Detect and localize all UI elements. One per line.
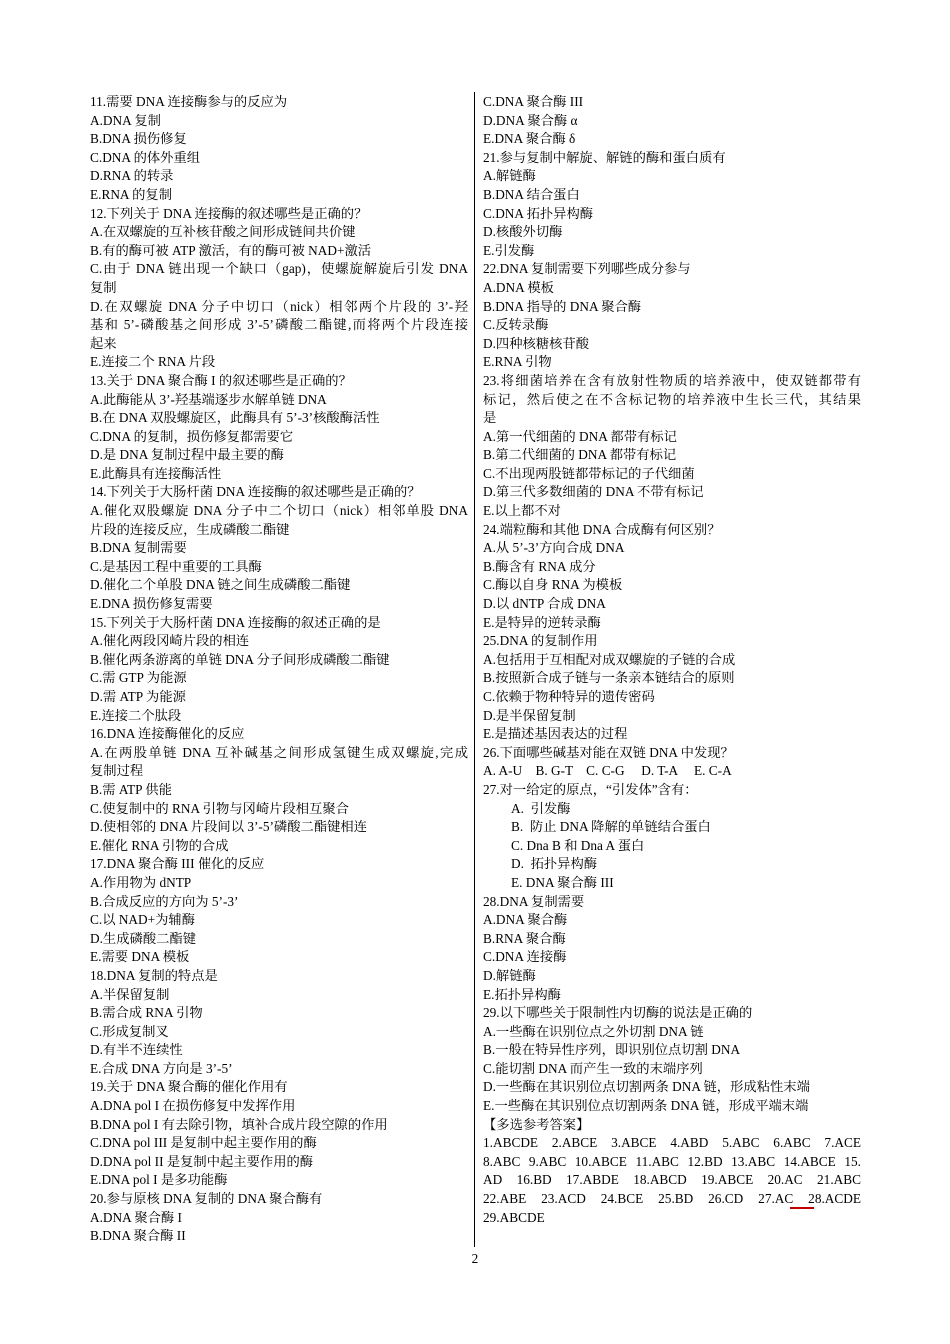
- text-line: A.在双螺旋的互补核苷酸之间形成链间共价键: [90, 224, 356, 240]
- text-line: E.一些酶在其识别位点切割两条 DNA 链，形成平端末端: [483, 1098, 809, 1114]
- text-line: 26.下面哪些碱基对能在双链 DNA 中发现？: [483, 744, 734, 760]
- text-line: E.引发酶: [483, 242, 535, 258]
- text-line: A.一些酶在识别位点之外切割 DNA 链: [483, 1023, 704, 1039]
- text-line: C.DNA 聚合酶 III: [483, 94, 584, 109]
- text-line: B.酶含有 RNA 成分: [483, 558, 596, 574]
- text-line: 片段的连接反应，生成磷酸二酯键: [90, 521, 290, 537]
- text-line: 28.DNA 复制需要: [483, 893, 585, 909]
- text-line: B.合成反应的方向为 5’-3’: [90, 893, 239, 909]
- text-line: A.作用物为 dNTP: [90, 874, 192, 890]
- text-line: D.以 dNTP 合成 DNA: [483, 596, 606, 612]
- text-line: E.DNA 损伤修复需要: [90, 596, 213, 612]
- text-line: 25.DNA 的复制作用: [483, 633, 598, 649]
- text-line: A. 引发酶: [511, 800, 571, 816]
- text-line: D.核酸外切酶: [483, 224, 563, 240]
- text-line: E.拓扑异构酶: [483, 986, 561, 1002]
- text-line: A.DNA pol I 在损伤修复中发挥作用: [90, 1098, 296, 1114]
- text-line: A.第一代细菌的 DNA 都带有标记: [483, 428, 677, 444]
- text-line: 29.以下哪些关于限制性内切酶的说法是正确的: [483, 1005, 753, 1021]
- page-number: 2: [471, 1251, 479, 1266]
- text-line: 12.下列关于 DNA 连接酶的叙述哪些是正确的？: [90, 205, 368, 221]
- text-line: 14.下列关于大肠杆菌 DNA 连接酶的叙述哪些是正确的？: [90, 484, 421, 500]
- text-line: C.能切割 DNA 而产生一致的末端序列: [483, 1060, 703, 1076]
- text-line: 13.关于 DNA 聚合酶 I 的叙述哪些是正确的？: [90, 372, 352, 388]
- text-line: B.需 ATP 供能: [90, 781, 172, 797]
- text-line: A.DNA 复制: [90, 112, 161, 128]
- text-line: E.合成 DNA 方向是 3’-5’: [90, 1060, 233, 1076]
- text-line: D.催化二个单股 DNA 链之间生成磷酸二酯键: [90, 577, 351, 593]
- text-line: E.需要 DNA 模板: [90, 949, 190, 965]
- text-line: D.解链酶: [483, 967, 536, 983]
- text-line: A.DNA 聚合酶 I: [90, 1209, 182, 1225]
- text-line: A.在两股单链 DNA 互补碱基之间形成氢键生成双螺旋,完成: [90, 744, 468, 760]
- text-line: E.是特异的逆转录酶: [483, 614, 601, 630]
- right-column: [483, 93, 861, 1227]
- text-line: 24.端粒酶和其他 DNA 合成酶有何区别？: [483, 521, 721, 537]
- text-line: A.解链酶: [483, 168, 536, 184]
- text-line: 起来: [90, 335, 117, 351]
- text-line: 20.参与原核 DNA 复制的 DNA 聚合酶有: [90, 1191, 323, 1207]
- text-line: D.第三代多数细菌的 DNA 不带有标记: [483, 484, 704, 500]
- text-line: B.DNA 聚合酶 II: [90, 1228, 186, 1244]
- text-line: A.DNA 模板: [483, 279, 554, 295]
- text-line: D.RNA 的转录: [90, 168, 174, 184]
- text-line: C.由于 DNA 链出现一个缺口（gap)，使螺旋解旋后引发 DNA: [90, 261, 468, 277]
- text-line: A.DNA 聚合酶: [483, 912, 568, 928]
- text-line: 15.下列关于大肠杆菌 DNA 连接酶的叙述正确的是: [90, 614, 381, 630]
- text-line: 16.DNA 连接酶催化的反应: [90, 726, 245, 742]
- text-line: E.催化 RNA 引物的合成: [90, 837, 229, 853]
- text-line: 19.关于 DNA 聚合酶的催化作用有: [90, 1079, 288, 1095]
- text-line: B.DNA 损伤修复: [90, 131, 187, 147]
- text-line: A.半保留复制: [90, 986, 170, 1002]
- text-line: C.不出现两股链都带标记的子代细菌: [483, 465, 695, 481]
- text-line: B.需合成 RNA 引物: [90, 1005, 203, 1021]
- text-line: 【多选参考答案】: [483, 1116, 590, 1132]
- text-line: A.包括用于互相配对成双螺旋的子链的合成: [483, 651, 736, 667]
- text-line: 21.参与复制中解旋、解链的酶和蛋白质有: [483, 149, 726, 165]
- text-line: C.使复制中的 RNA 引物与冈崎片段相互聚合: [90, 800, 349, 816]
- text-line: C.形成复制叉: [90, 1023, 169, 1039]
- text-line: 8.ABC 9.ABC 10.ABCE 11.ABC 12.BD 13.ABC 14.ABCE 15.: [483, 1153, 861, 1169]
- text-line: E.RNA 的复制: [90, 186, 173, 202]
- text-line: D.有半不连续性: [90, 1042, 183, 1058]
- text-line: D.生成磷酸二酯键: [90, 930, 197, 946]
- text-line: D.在双螺旋 DNA 分子中切口（nick）相邻两个片段的 3’-羟: [90, 298, 468, 314]
- text-line: B.DNA 结合蛋白: [483, 186, 580, 202]
- text-line: 29.ABCDE: [483, 1209, 545, 1225]
- text-line: E. DNA 聚合酶 III: [511, 874, 614, 890]
- text-line: 基和 5’-磷酸基之间形成 3’-5’磷酸二酯键,而将两个片段连接: [90, 317, 468, 333]
- text-line: 18.DNA 复制的特点是: [90, 967, 218, 983]
- text-line: E.连接二个 RNA 片段: [90, 354, 216, 370]
- text-line: D. 拓扑异构酶: [511, 856, 598, 872]
- text-line: A. A-U B. G-T C. C-G D. T-A E. C-A: [483, 763, 732, 779]
- text-line: D.DNA 聚合酶 α: [483, 112, 578, 128]
- text-line: C.反转录酶: [483, 317, 549, 333]
- text-line: B.第二代细菌的 DNA 都带有标记: [483, 447, 677, 463]
- text-line: B.DNA 指导的 DNA 聚合酶: [483, 298, 642, 314]
- text-line: A.催化双股螺旋 DNA 分子中二个切口（nick）相邻单股 DNA: [90, 503, 468, 519]
- text-line: 22.ABE 23.ACD 24.BCE 25.BD 26.CD 27.AC 28.ACDE: [483, 1191, 861, 1207]
- text-line: B. 防止 DNA 降解的单链结合蛋白: [511, 819, 711, 835]
- text-line: 复制: [90, 279, 117, 295]
- text-line: B.一般在特异性序列，即识别位点切割 DNA: [483, 1042, 741, 1058]
- text-line: C.需 GTP 为能源: [90, 670, 187, 686]
- text-line: 22.DNA 复制需要下列哪些成分参与: [483, 261, 691, 277]
- text-line: A.催化两段冈崎片段的相连: [90, 633, 250, 649]
- text-line: E.RNA 引物: [483, 354, 552, 370]
- text-line: C.酶以自身 RNA 为模板: [483, 577, 623, 593]
- text-line: C.DNA pol III 是复制中起主要作用的酶: [90, 1135, 317, 1151]
- text-line: C.以 NAD+为辅酶: [90, 912, 196, 928]
- text-line: C. Dna B 和 Dna A 蛋白: [511, 837, 645, 853]
- text-line: E.DNA 聚合酶 δ: [483, 131, 576, 147]
- text-line: 1.ABCDE 2.ABCE 3.ABCE 4.ABD 5.ABC 6.ABC 7.ACE: [483, 1135, 861, 1151]
- text-line: E.以上都不对: [483, 503, 561, 519]
- text-line: C.DNA 的体外重组: [90, 149, 201, 165]
- text-line: 27.对一给定的原点，“引发体”含有：: [483, 781, 698, 797]
- text-line: E.连接二个肽段: [90, 707, 182, 723]
- text-line: E.是描述基因表达的过程: [483, 726, 628, 742]
- text-line: B.按照新合成子链与一条亲本链结合的原则: [483, 670, 735, 686]
- text-line: 标记，然后使之在不含标记物的培养液中生长三代，其结果: [483, 391, 861, 407]
- text-line: D.DNA pol II 是复制中起主要作用的酶: [90, 1153, 314, 1169]
- text-line: C.依赖于物种特异的遗传密码: [483, 689, 655, 704]
- text-line: 11.需要 DNA 连接酶参与的反应为: [90, 94, 288, 109]
- text-line: C.DNA 的复制，损伤修复都需要它: [90, 428, 294, 444]
- text-line: B.DNA 复制需要: [90, 540, 187, 556]
- red-underline-mark: [790, 1207, 814, 1209]
- text-line: A.此酶能从 3’-羟基端逐步水解单链 DNA: [90, 391, 327, 407]
- text-line: C.DNA 拓扑异构酶: [483, 205, 594, 221]
- text-line: D.使相邻的 DNA 片段间以 3’-5’磷酸二酯键相连: [90, 819, 368, 835]
- text-line: B.有的酶可被 ATP 激活，有的酶可被 NAD+激活: [90, 242, 372, 258]
- text-line: A.从 5’-3’方向合成 DNA: [483, 540, 625, 556]
- text-line: D.需 ATP 为能源: [90, 689, 186, 704]
- left-column: [90, 93, 468, 1246]
- text-line: D.四种核糖核苷酸: [483, 335, 590, 351]
- text-line: 23.将细菌培养在含有放射性物质的培养液中，使双链都带有: [483, 372, 861, 388]
- text-line: C.DNA 连接酶: [483, 949, 567, 965]
- text-line: B.在 DNA 双股螺旋区，此酶具有 5’-3’核酸酶活性: [90, 410, 380, 426]
- text-line: D.一些酶在其识别位点切割两条 DNA 链，形成粘性末端: [483, 1079, 810, 1095]
- text-line: E.此酶具有连接酶活性: [90, 465, 222, 481]
- text-line: 17.DNA 聚合酶 III 催化的反应: [90, 856, 265, 872]
- text-line: B.催化两条游离的单链 DNA 分子间形成磷酸二酯键: [90, 651, 390, 667]
- text-line: C.是基因工程中重要的工具酶: [90, 558, 262, 574]
- text-line: B.RNA 聚合酶: [483, 930, 566, 946]
- text-line: 复制过程: [90, 763, 144, 779]
- column-divider: [474, 92, 475, 1247]
- text-line: E.DNA pol I 是多功能酶: [90, 1172, 228, 1188]
- text-line: D.是 DNA 复制过程中最主要的酶: [90, 447, 284, 463]
- text-line: D.是半保留复制: [483, 707, 576, 723]
- text-line: B.DNA pol I 有去除引物，填补合成片段空隙的作用: [90, 1116, 388, 1132]
- text-line: 是: [483, 410, 497, 426]
- text-line: AD 16.BD 17.ABDE 18.ABCD 19.ABCE 20.AC 21.ABC: [483, 1172, 861, 1188]
